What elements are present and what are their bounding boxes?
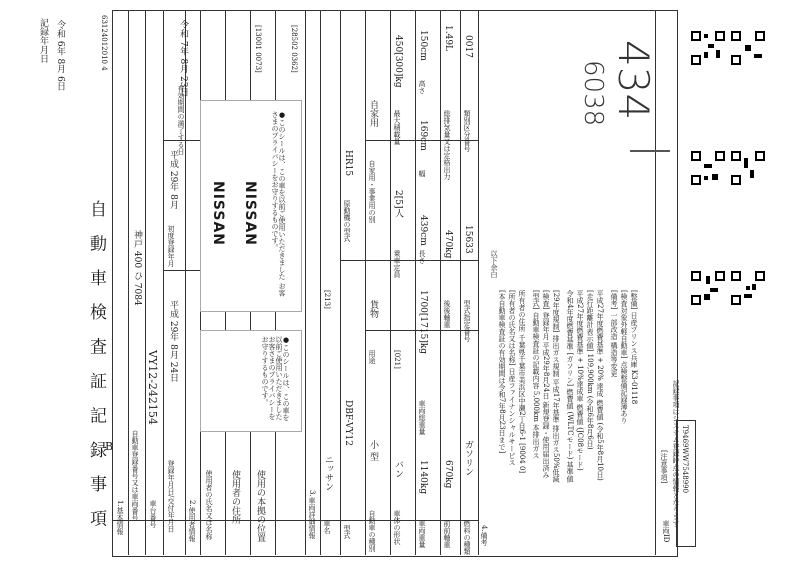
type-no-value: 15633 [463,225,473,254]
user-address-label: 使用者の住所 [230,470,240,524]
fuel-value: ガソリン [463,440,473,476]
maker-code: [213] [323,290,331,309]
purpose-label: 自家用・事業用の別 [368,160,376,223]
model-label: 型式 [343,525,351,539]
width-label: 幅 [418,170,426,177]
use-label: 用途 [368,350,376,364]
capacity-label: 乗車定員 [393,250,401,278]
privacy-notice-2: ●このシールは、この車を以前ご使用いただきました お客さまのプライバシーをお守りするものです。 [261,336,290,421]
remarks-line: [所有者の氏名又は名称] 日産ファイナンシャルサービス [508,290,516,466]
notes-label: [注意事項] [660,450,668,484]
record-date-label: 記録年月日 [38,18,48,63]
qr-code-1 [690,30,726,66]
record-date-year: 6 [55,40,65,47]
chassis-value: VY12-242154 [146,350,159,425]
weight-label: 車両重量 [418,520,426,548]
qr-code-4 [730,30,766,66]
document-number: 63124012010 4 [100,15,108,71]
qr-code-5 [730,150,766,186]
notes-line: 記録事項はシステム登録時点の情報となります [672,380,680,527]
section-remarks: 4.備考 [480,525,488,546]
remarks-line: [走行距離計表示値] 109,900km (令和6年8月6日) [586,290,594,450]
purpose-value: 自家用 [368,100,378,127]
gross-label: 車両総重量 [418,400,426,435]
qr-code-2 [690,150,726,186]
nissan-logo: NISSAN [210,181,226,247]
privacy-notice: ●このシールは、この車を以前ご使用いただきました お客さまのプライバシーをお守りするものです。 [271,111,286,297]
capacity-value: 2[5]人 [393,190,403,218]
category-value: 小 型 [368,440,378,461]
remarks-line: [整備] 日産プリンス兵庫 K3-01118 [630,290,638,405]
max-load-label: 最大積載量 [393,110,401,145]
fuel-label: 燃料の種類 [463,520,471,555]
remarks-line: 令和4年度燃費基準 [ガソリン] 燃費値 (WLTCモード) 基準値 [566,290,574,483]
height-label: 高さ [418,80,426,94]
first-year-label: 初度登録年月 [167,225,175,267]
section-user: 2.使用者情報 [188,500,196,542]
body-value: バン [393,460,403,478]
max-load-value: 450[300]kg [393,35,403,88]
first-reg-label: 登録年月日/交付年月日 [167,460,175,533]
chassis-label: 車台番号 [149,500,157,528]
category-label: 自動車の種別 [368,510,376,552]
blank-below: 以下余白 [490,250,498,278]
nissan-logo-2: NISSAN [242,181,258,247]
maker-label: 車名 [323,520,331,534]
remarks-line: [検査対象外軽自動車] 点検整備記録簿あり [620,290,628,424]
remarks-list [498,290,648,520]
base-location-label: 使用の本拠の位置 [255,470,265,542]
class-no-label: 類別区分番号 [463,110,471,152]
engine-value: HR15 [343,150,353,177]
record-date-day: 6 [55,76,65,82]
record-date-month: 8 [55,58,65,65]
gross-value: 1700[1715]kg [418,290,428,355]
vehicle-id-label: 車両ID [662,520,670,543]
remarks-line: [本自動車検査証の有効期間は令和7年8月23日まで] [498,290,506,454]
first-year-value: 平成 29年 8月 [168,150,178,209]
front-axle-value: 670kg [443,460,453,489]
expiry-value: 令和 7年 8月 23日 [178,20,188,97]
vehicle-id-value: T9469WW7548990 [681,425,689,494]
engine-label: 原動機の型式 [343,200,351,242]
handwritten-number-2: 434 [609,40,658,121]
maker-value: ニッサン [323,455,333,491]
length-value: 439cm [418,215,428,246]
first-reg-value: 平成 29年 8月 24日 [168,300,178,383]
remarks-line: [29年度規制] 排出ガス規制 平成17年基準 排出ガス50%低減 [552,290,560,483]
reg-number-value: 神戸 400 ひ 7084 [132,230,142,306]
height-value: 150cm [418,30,428,61]
handwritten-number-1: 6038 [578,60,608,127]
privacy-sticker-top [200,100,302,312]
use-value: 貨物 [368,300,378,318]
weight-value: 1140kg [418,460,428,495]
remarks-line: 平成27年度燃費基準 + 20% 達成 燃費値 (令和5年8月10日) [596,290,604,481]
body-code: [021] [393,350,401,369]
front-axle-label: 前前軸重 [443,520,451,548]
remarks-line: [備考] 一部改造 構造等変更 [610,290,618,377]
length-label: 長さ [418,250,426,264]
type-no-label: 型式指定番号 [463,300,471,342]
displacement-label: 総排気量又は定格出力 [443,110,451,180]
document-title: 自 動 車 検 査 証 記 録 事 項 [86,200,106,533]
privacy-sticker-bottom [200,330,302,432]
remarks-line: 平成27年度燃費基準 + 10%達成車 燃費値 (JC08モード) [576,290,584,471]
remarks-line: [検査] 登録年月 平成29年8月24日 新規登録・使用届出済み [542,290,550,479]
expiry-label: 有効期間の満了する日 [177,85,185,155]
bracket-code-2: [28502 0362] [290,25,298,73]
bracket-code-1: [13001 0073] [254,25,262,73]
remarks-line: [型式] 自動車検査証の記載内容 5,000km 本排出ガス [532,290,540,460]
section-detail: 3.車両詳細情報 [308,490,316,539]
qr-code-3 [690,270,726,306]
model-value: DBF-VY12 [343,400,353,446]
body-label: 車体の形状 [393,510,401,545]
remarks-line: 所有者の住所 千葉県千葉市美浜区中瀬2丁目6-1 [9004 0] [518,290,526,474]
width-value: 169cm [418,120,428,151]
record-date-era: 令和 [55,20,65,38]
section-basic: 1.基本情報 [116,500,124,535]
form-letter: B [105,440,114,453]
class-no-value: 0017 [463,35,473,58]
qr-code-6 [730,270,766,306]
rear-axle-value: 470kg [443,230,453,259]
rear-axle-label: 後後軸重 [443,300,451,328]
user-name-label: 使用者の氏名又は名称 [205,470,213,540]
reg-number-label: 自動車登録番号又は車両番号 [131,430,139,521]
displacement-value: 1.49L [443,25,453,52]
